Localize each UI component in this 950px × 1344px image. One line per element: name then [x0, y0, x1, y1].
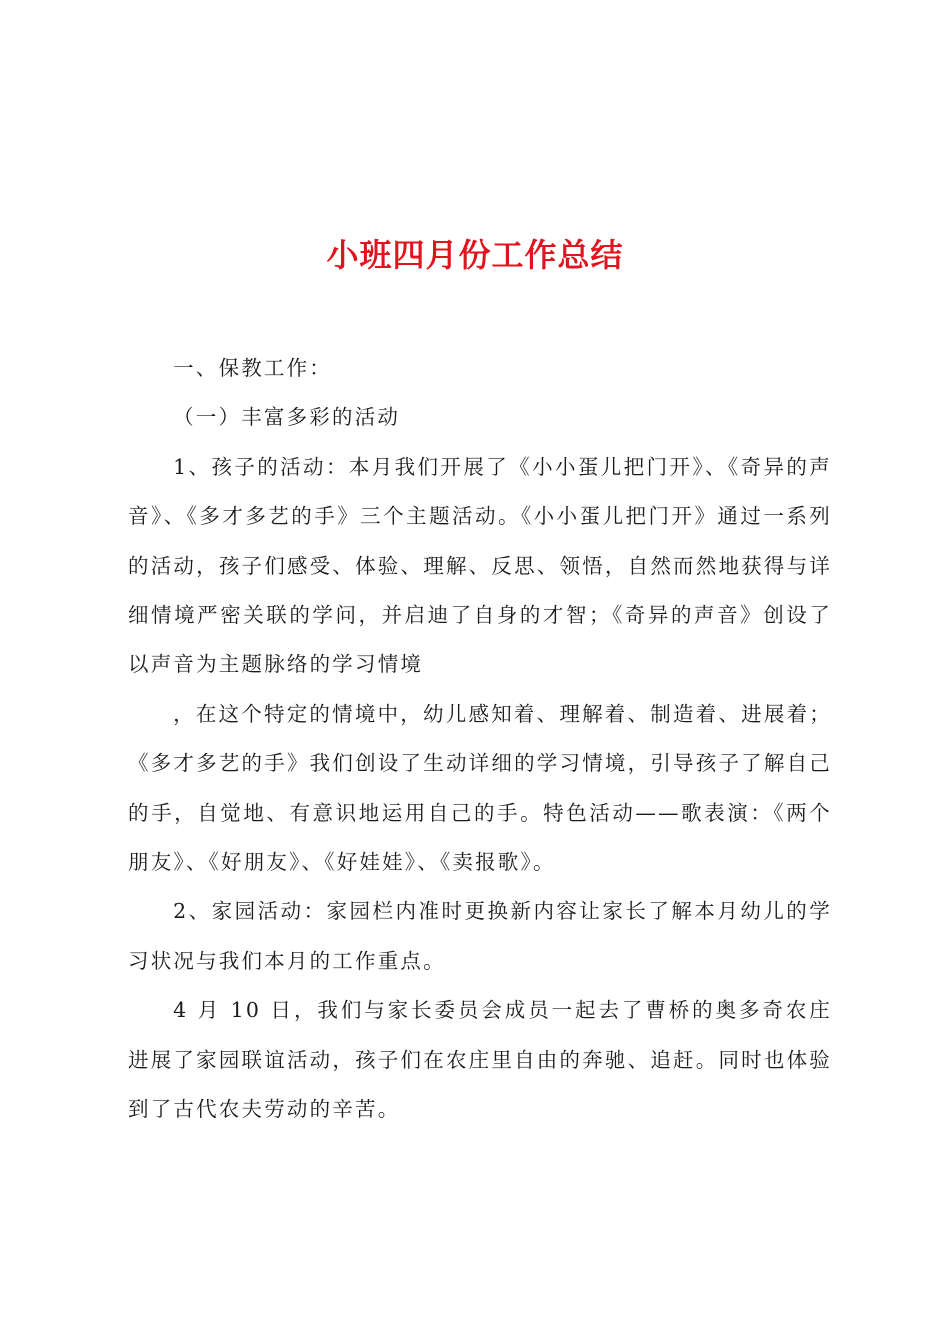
paragraph-farm-visit: 4 月 10 日，我们与家长委员会成员一起去了曹桥的奥多奇农庄进展了家园联谊活动，孩子们在农庄里自由的奔驰、追赶。同时也体验到了古代农夫劳动的辛苦。: [128, 998, 832, 1122]
paragraph-children-activities: 1、孩子的活动：本月我们开展了《小小蛋儿把门开》、《奇异的声音》、《多才多艺的手》三个主题活动。《小小蛋儿把门开》通过一系列的活动，孩子们感受、体验、理解、反思、领悟，自然而然地获得与详细情境严密关联的学问，并启迪了自身的才智；《奇异的声音》创设了以声音为主题脉络的学习情境: [128, 454, 832, 677]
subsection-heading-1: （一）丰富多彩的活动: [173, 405, 401, 430]
paragraph-context-continuation: ，在这个特定的情境中，幼儿感知着、理解着、制造着、进展着；《多才多艺的手》我们创设了生动详细的学习情境，引导孩子了解自己的手，自觉地、有意识地运用自己的手。特色活动——歌表演：《两个朋友》、《好朋友》、《好娃娃》、《卖报歌》。: [128, 701, 832, 875]
document-title: 小班四月份工作总结: [326, 236, 624, 275]
paragraph-home-school-activities: 2、家园活动：家园栏内准时更换新内容让家长了解本月幼儿的学习状况与我们本月的工作重点。: [128, 899, 832, 973]
section-heading-1: 一、保教工作：: [173, 356, 332, 380]
document-body: [128, 344, 832, 1135]
